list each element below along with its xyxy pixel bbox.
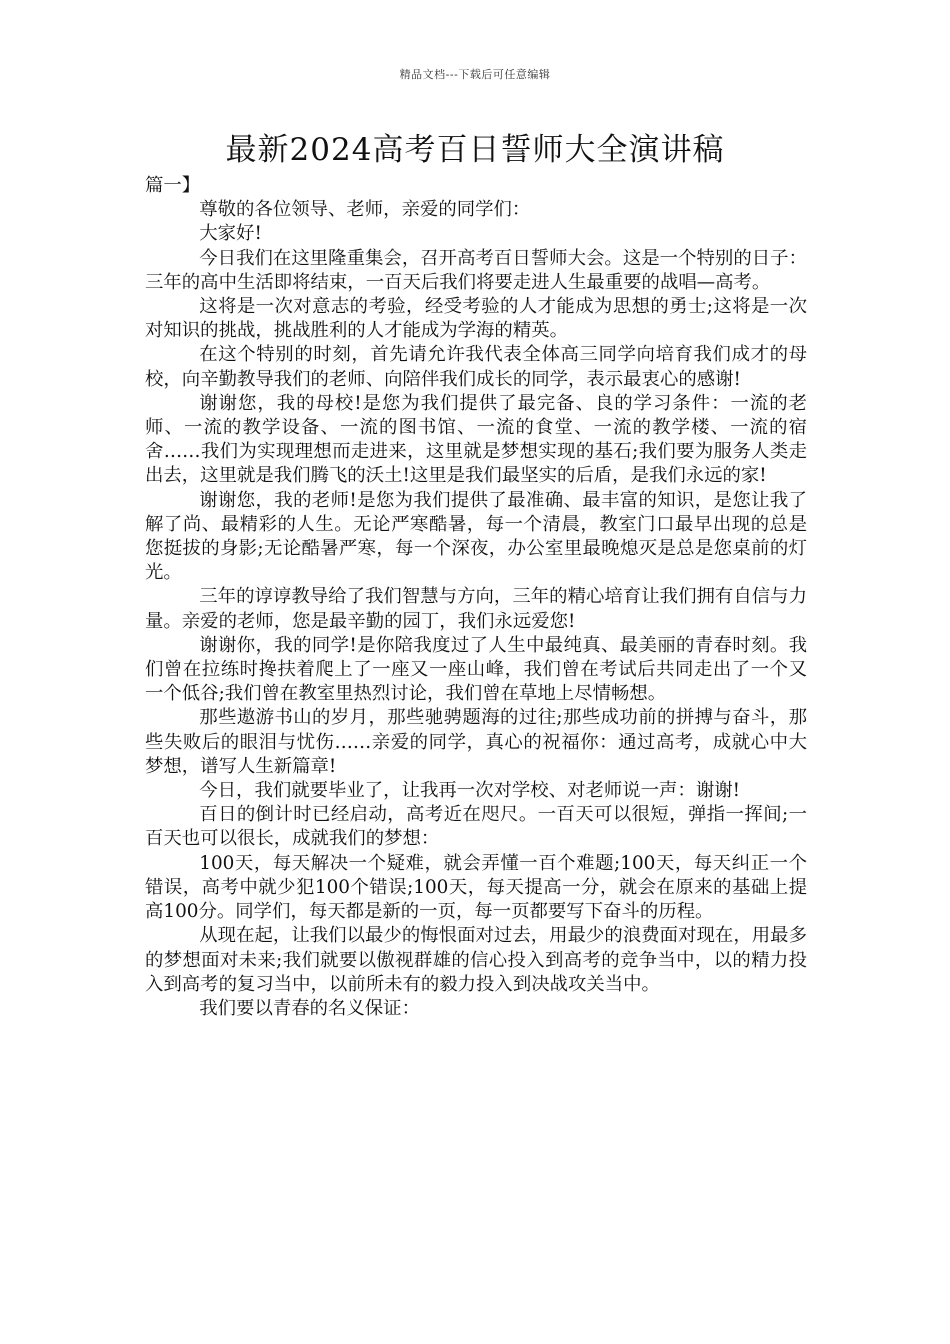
paragraph-greeting: 大家好! — [199, 223, 262, 245]
document-header-note: 精品文档---下载后可任意编辑 — [399, 68, 551, 81]
paragraph: 今日，我们就要毕业了，让我再一次对学校、对老师说一声：谢谢! — [199, 780, 740, 802]
paragraph: 谢谢您，我的老师!是您为我们提供了最准确、最丰富的知识，是您让我了解了尚、最精彩的人生。无论严寒酷暑，每一个清晨，教室门口最早出现的总是您挺拔的身影;无论酷暑严寒，每一个深夜，办公室里最晚熄灭是总是您桌前的灯光。 — [145, 489, 807, 584]
paragraph: 今日我们在这里隆重集会，召开高考百日誓师大会。这是一个特别的日子：三年的高中生活即将结束，一百天后我们将要走进人生最重要的战唱—高考。 — [145, 247, 807, 293]
paragraph: 我们要以青春的名义保证： — [199, 997, 420, 1019]
document-title: 最新2024高考百日誓师大全演讲稿 — [225, 132, 725, 168]
paragraph: 100天，每天解决一个疑难，就会弄懂一百个难题;100天，每天纠正一个错误，高考中就少犯100个错误;100天，每天提高一分，就会在原来的基础上提高100分。同学们，每天都是新的一页，每一页都要写下奋斗的历程。 — [145, 852, 807, 923]
paragraph: 那些遨游书山的岁月，那些驰骋题海的过往;那些成功前的拼搏与奋斗，那些失败后的眼泪与忧伤……亲爱的同学，真心的祝福你：通过高考，成就心中大梦想，谱写人生新篇章! — [145, 707, 807, 777]
paragraph: 谢谢你，我的同学!是你陪我度过了人生中最纯真、最美丽的青春时刻。我们曾在拉练时搀扶着爬上了一座又一座山峰，我们曾在考试后共同走出了一个又一个低谷;我们曾在教室里热烈讨论，我们曾在草地上尽情畅想。 — [145, 634, 807, 705]
document-body — [145, 174, 807, 1021]
paragraph: 这将是一次对意志的考验，经受考验的人才能成为思想的勇士;这将是一次对知识的挑战，挑战胜利的人才能成为学海的精英。 — [145, 296, 807, 342]
paragraph: 从现在起，让我们以最少的悔恨面对过去，用最少的浪费面对现在，用最多的梦想面对未来;我们就要以傲视群雄的信心投入到高考的竞争当中，以的精力投入到高考的复习当中，以前所未有的毅力投入到决战攻关当中。 — [145, 925, 807, 995]
paragraph-salutation: 尊敬的各位领导、老师，亲爱的同学们： — [199, 199, 531, 221]
section-heading: 篇一】 — [145, 175, 201, 196]
paragraph: 百日的倒计时已经启动，高考近在咫尺。一百天可以很短，弹指一挥间;一百天也可以很长，成就我们的梦想： — [145, 804, 807, 850]
paragraph: 在这个特别的时刻，首先请允许我代表全体高三同学向培育我们成才的母校，向辛勤教导我们的老师、向陪伴我们成长的同学，表示最衷心的感谢! — [145, 344, 807, 390]
paragraph: 三年的谆谆教导给了我们智慧与方向，三年的精心培育让我们拥有自信与力量。亲爱的老师，您是最辛勤的园丁，我们永远爱您! — [145, 586, 807, 632]
paragraph: 谢谢您，我的母校!是您为我们提供了最完备、良的学习条件：一流的老师、一流的教学设备、一流的图书馆、一流的食堂、一流的教学楼、一流的宿舍……我们为实现理想而走进来，这里就是梦想实现的基石;我们要为服务人类走出去，这里就是我们腾飞的沃土!这里是我们最坚实的后盾，是我们永远的家! — [145, 392, 807, 487]
